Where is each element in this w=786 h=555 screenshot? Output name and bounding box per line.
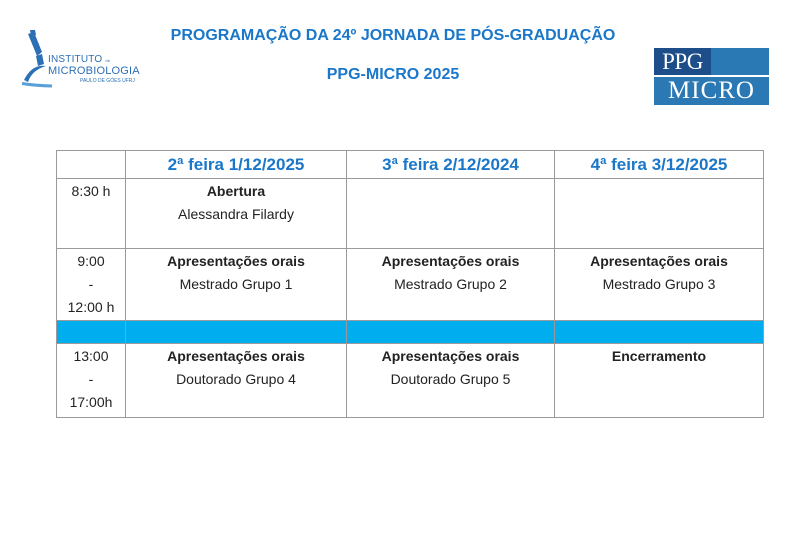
session-cell: [126, 344, 347, 418]
time-cell: [57, 179, 126, 249]
session-title: Apresentações orais: [167, 348, 305, 364]
time-end: 17:00h: [69, 394, 113, 410]
session-cell: [555, 344, 764, 418]
table-row: [57, 344, 764, 418]
time-start: 13:00: [73, 348, 109, 364]
logo-ppg-text: PPG: [654, 48, 711, 75]
session-title: Abertura: [206, 183, 266, 199]
session-detail: Mestrado Grupo 2: [394, 276, 507, 292]
page-title: PROGRAMAÇÃO DA 24º JORNADA DE PÓS-GRADUAÇÃO: [170, 27, 616, 44]
session-cell: [126, 249, 347, 321]
logo-line1-small: de: [105, 58, 111, 63]
logo-line2: MICROBIOLOGIA: [48, 65, 140, 77]
session-cell: [126, 179, 347, 249]
session-title: Apresentações orais: [381, 253, 520, 269]
session-detail: Mestrado Grupo 1: [179, 276, 293, 292]
schedule-table: [56, 150, 764, 418]
lunch-separator-row: [57, 321, 764, 344]
separator-cell: [347, 321, 555, 344]
session-cell: [347, 249, 555, 321]
session-cell: [555, 179, 764, 249]
time-start: 8:30 h: [71, 183, 111, 199]
time-cell: [57, 249, 126, 321]
table-header-row: [57, 151, 764, 179]
session-detail: Doutorado Grupo 5: [390, 371, 511, 387]
header-day-tuesday: 3ª feira 2/12/2024: [347, 151, 555, 179]
ppg-micro-logo: [654, 48, 769, 105]
session-title: Apresentações orais: [167, 253, 305, 269]
header-day-wednesday: 4ª feira 3/12/2025: [555, 151, 764, 179]
session-title: Apresentações orais: [590, 253, 728, 269]
session-title: Encerramento: [611, 348, 707, 364]
page-subtitle: PPG-MICRO 2025: [326, 66, 460, 83]
session-detail: Mestrado Grupo 3: [602, 276, 716, 292]
logo-micro-text: MICRO: [668, 77, 755, 104]
logo-line1: INSTITUTO: [48, 54, 103, 65]
session-detail: Alessandra Filardy: [178, 206, 294, 222]
time-start: 9:00: [77, 253, 105, 269]
table-row: [57, 179, 764, 249]
time-cell: [57, 344, 126, 418]
separator-cell: [555, 321, 764, 344]
time-end: 12:00 h: [67, 299, 115, 315]
header-time-cell: [57, 151, 126, 179]
session-cell: [555, 249, 764, 321]
separator-cell: [126, 321, 347, 344]
time-dash: -: [88, 276, 94, 292]
session-cell: [347, 179, 555, 249]
session-title: Apresentações orais: [381, 348, 520, 364]
session-cell: [347, 344, 555, 418]
separator-cell: [57, 321, 126, 344]
logo-line3: PAULO DE GÓES UFRJ: [80, 78, 135, 84]
session-detail: Doutorado Grupo 4: [176, 371, 296, 387]
time-dash: -: [88, 371, 94, 387]
table-row: [57, 249, 764, 321]
institute-logo: [22, 30, 140, 90]
header-day-monday: 2ª feira 1/12/2025: [126, 151, 347, 179]
